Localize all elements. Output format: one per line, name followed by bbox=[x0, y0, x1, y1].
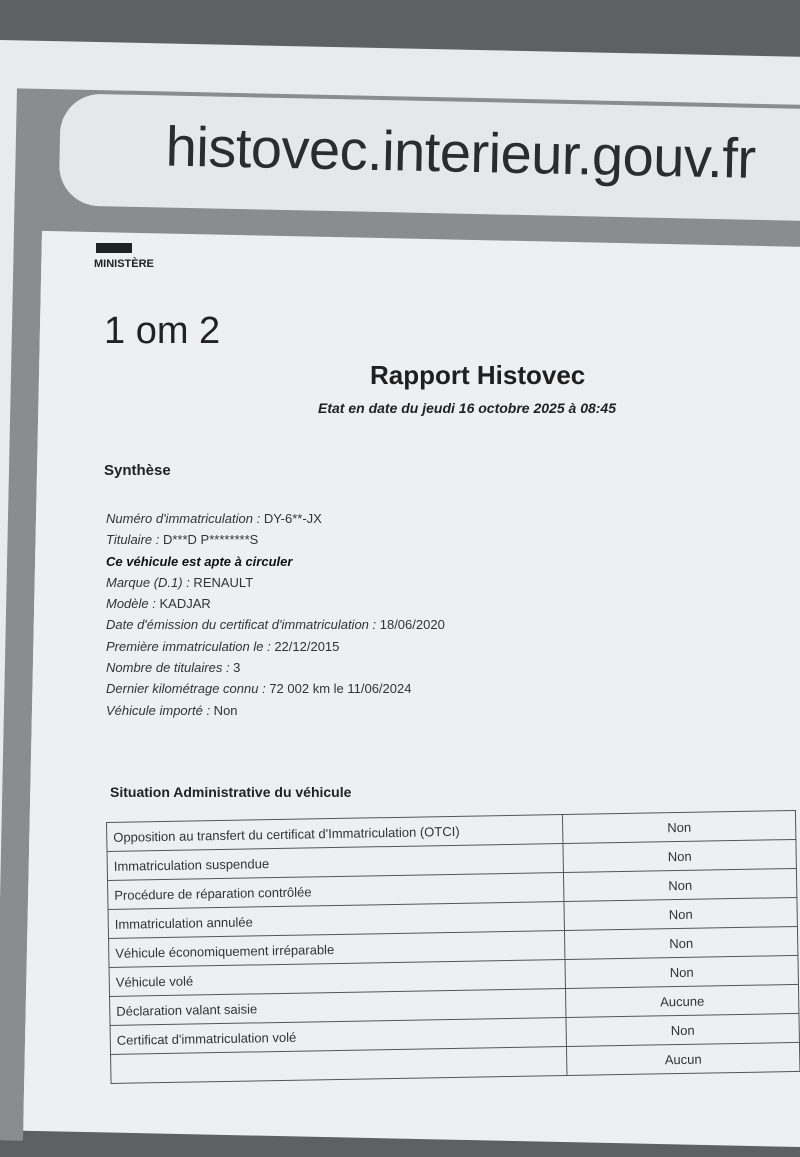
line-value: 18/06/2020 bbox=[376, 617, 445, 633]
row-value: Non bbox=[566, 1013, 799, 1046]
line-label: Ce véhicule est apte à circuler bbox=[106, 553, 293, 569]
line-label: Numéro d'immatriculation : bbox=[106, 511, 261, 526]
row-label: Opposition au transfert du certificat d'Immatriculation (OTCI) bbox=[107, 815, 563, 852]
line-value: RENAULT bbox=[189, 574, 254, 590]
line-value: 22/12/2015 bbox=[270, 638, 340, 654]
synthese-line bbox=[106, 572, 445, 593]
line-value: DY-6**-JX bbox=[260, 511, 322, 526]
synthese-line bbox=[106, 636, 445, 657]
line-label: Véhicule importé : bbox=[106, 702, 211, 718]
marianne-logo-icon bbox=[96, 243, 132, 253]
row-label: Certificat d'immatriculation volé bbox=[110, 1018, 566, 1055]
row-value: Aucun bbox=[566, 1042, 799, 1075]
row-label: Procédure de réparation contrôlée bbox=[108, 873, 564, 910]
row-label: Déclaration valant saisie bbox=[110, 989, 566, 1026]
row-value: Non bbox=[564, 897, 797, 930]
row-label: Véhicule volé bbox=[109, 960, 565, 997]
line-label: Marque (D.1) : bbox=[106, 574, 190, 590]
line-value: KADJAR bbox=[155, 596, 211, 612]
line-label: Titulaire : bbox=[106, 532, 160, 548]
synthese-line bbox=[106, 700, 445, 721]
row-value: Non bbox=[562, 810, 795, 843]
line-value: Non bbox=[210, 702, 238, 718]
synthese-line bbox=[106, 593, 445, 614]
synthese-line bbox=[106, 529, 445, 550]
row-label: Immatriculation annulée bbox=[108, 902, 564, 939]
row-value: Aucune bbox=[565, 984, 798, 1017]
row-value: Non bbox=[563, 868, 796, 901]
report-date: Etat en date du jeudi 16 octobre 2025 à 08:45 bbox=[318, 400, 616, 416]
synthese-line bbox=[106, 614, 445, 635]
synthese-heading: Synthèse bbox=[104, 462, 171, 479]
line-value: D***D P********S bbox=[159, 532, 259, 548]
row-label: Véhicule économiquement irréparable bbox=[109, 931, 565, 968]
situation-table bbox=[106, 810, 800, 1084]
row-label: Immatriculation suspendue bbox=[107, 844, 563, 881]
synthese-list bbox=[106, 508, 445, 721]
line-label: Dernier kilométrage connu : bbox=[106, 681, 266, 697]
page-indicator: 1 om 2 bbox=[104, 310, 221, 352]
site-url: histovec.interieur.gouv.fr bbox=[165, 114, 757, 190]
synthese-line bbox=[106, 508, 445, 529]
line-label: Première immatriculation le : bbox=[106, 638, 271, 654]
line-value: 3 bbox=[229, 660, 241, 676]
synthese-line bbox=[106, 657, 445, 678]
line-label: Nombre de titulaires : bbox=[106, 660, 230, 676]
row-value: Non bbox=[565, 955, 798, 988]
synthese-line bbox=[106, 551, 445, 572]
line-value: 72 002 km le 11/06/2024 bbox=[265, 681, 412, 697]
row-value: Non bbox=[563, 839, 796, 872]
line-label: Date d'émission du certificat d'immatriculation : bbox=[106, 617, 377, 633]
synthese-line bbox=[106, 678, 445, 699]
row-value: Non bbox=[564, 926, 797, 959]
ministry-label: MINISTÈRE bbox=[94, 258, 154, 270]
situation-heading: Situation Administrative du véhicule bbox=[110, 784, 352, 800]
line-label: Modèle : bbox=[106, 596, 156, 612]
report-title: Rapport Histovec bbox=[370, 360, 586, 390]
